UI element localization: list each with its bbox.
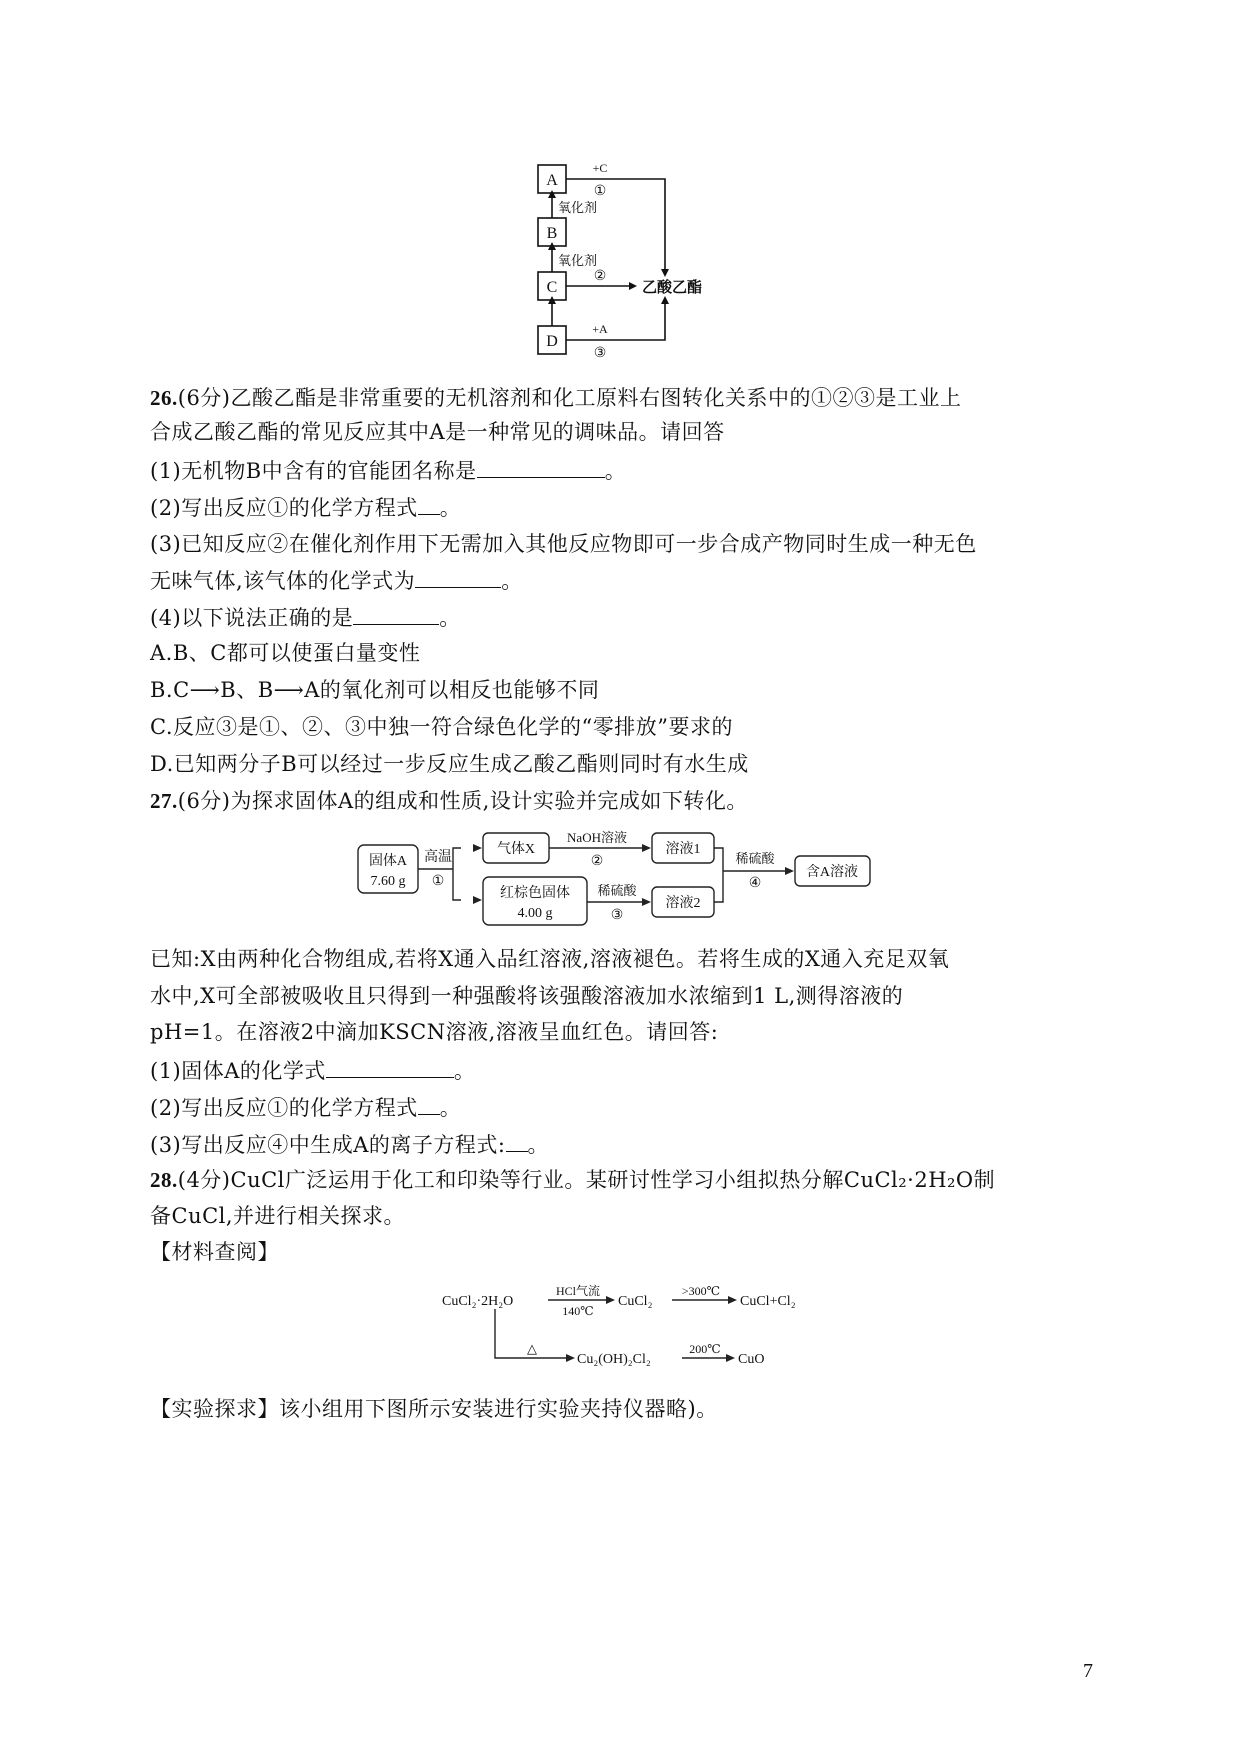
box-a-label: A [546,172,558,189]
q28-number: 28. [150,1168,178,1192]
cucl2-decomposition-scheme [440,1283,810,1378]
temp-200-label: 200℃ [689,1342,721,1356]
solid-a-mass: 7.60 g [370,874,406,889]
q26-part-3-text: 无味气体,该气体的化学式为 [150,569,416,593]
answer-blank[interactable] [415,565,501,588]
answer-blank[interactable] [326,1055,454,1078]
reagent-plus-c: +C [592,161,608,175]
q26-part-2-end: 。 [439,496,462,520]
reaction-2-label: ② [593,269,607,284]
ester-conversion-diagram [520,150,780,365]
q26-part-3-line-1: (3)已知反应②在催化剂作用下无需加入其他反应物即可一步合成产物同时生成一种无色 [150,532,977,556]
q27-known-line-1: 已知:X由两种化合物组成,若将X通入品红溶液,溶液褪色。若将生成的X通入充足双氧 [150,947,950,971]
naoh-label: NaOH溶液 [567,830,627,845]
high-temp-label: 高温 [424,850,452,865]
q26-option-d: D.已知两分子B可以经过一步反应生成乙酸乙酯则同时有水生成 [150,752,749,776]
q26-option-b: B.C⟶B、B⟶A的氧化剂可以相反也能够不同 [150,678,600,702]
q26-part-1 [150,455,626,485]
gas-x-label: 气体X [496,842,536,857]
q26-part-1-end: 。 [604,459,627,483]
solution-2-label: 溶液2 [665,896,701,911]
box-b-label: B [546,225,558,242]
q27-known-line-3: pH=1。在溶液2中滴加KSCN溶液,溶液呈血红色。请回答: [150,1020,719,1044]
temp-140-label: 140℃ [562,1304,594,1318]
q28-stem-text: (4分)CuCl广泛运用于化工和印染等行业。某研讨性学习小组拟热分解CuCl₂·2H₂O制 [177,1168,996,1192]
q28-material-heading: 【材料查阅】 [150,1240,279,1264]
q28-stem-line-2: 备CuCl,并进行相关探求。 [150,1204,406,1228]
reaction-3-label: ③ [593,346,607,361]
q27-part-1 [150,1055,475,1085]
box-c-label: C [546,279,558,296]
answer-blank[interactable] [506,1129,528,1152]
step-2-label: ② [590,854,604,869]
reaction-1-label: ① [593,184,607,199]
solid-a-label: 固体A [368,854,408,869]
answer-blank[interactable] [477,455,605,478]
q28-exploration-line: 【实验探求】该小组用下图所示安装进行实验夹持仪器略)。 [150,1397,718,1421]
red-brown-solid-mass: 4.00 g [517,906,553,921]
oxidant-label-upper: 氧化剂 [558,200,598,215]
q27-stem-line [150,787,748,815]
red-brown-solid-label: 红棕色固体 [500,886,570,901]
q26-part-4 [150,602,461,632]
q28-stem-line-1 [150,1166,995,1194]
cucl2-dihydrate: CuCl₂·2H₂O [442,1294,514,1309]
q26-stem-line-1 [150,384,962,412]
q26-part-4-text: (4)以下说法正确的是 [150,606,354,630]
q26-stem-line-2: 合成乙酸乙酯的常见反应其中A是一种常见的调味品。请回答 [150,420,725,444]
q26-part-2 [150,492,461,522]
heat-symbol: △ [527,1341,537,1356]
final-solution-label: 含A溶液 [805,865,859,880]
q26-number: 26. [150,386,178,410]
solution-1-label: 溶液1 [665,842,701,857]
q27-part-3 [150,1129,549,1159]
q27-stem-text: (6分)为探求固体A的组成和性质,设计实验并完成如下转化。 [177,789,748,813]
step-1-label: ① [431,874,445,889]
basic-chloride-label: Cu₂(OH)₂Cl₂ [577,1352,651,1367]
q27-part-2-text: (2)写出反应①的化学方程式 [150,1096,418,1120]
answer-blank[interactable] [418,492,440,515]
q26-part-3-end: 。 [501,569,523,593]
q27-part-2-end: 。 [439,1096,462,1120]
answer-blank[interactable] [353,602,439,625]
page-number: 7 [1083,1660,1093,1682]
products-label: CuCl+Cl₂ [740,1294,796,1309]
reagent-plus-a: +A [592,322,608,336]
q26-part-4-end: 。 [439,606,461,630]
q26-part-2-text: (2)写出反应①的化学方程式 [150,496,418,520]
cucl2-label: CuCl₂ [618,1294,653,1309]
ethyl-acetate-label: 乙酸乙酯 [642,280,703,296]
q27-part-2 [150,1092,461,1122]
temp-300-label: >300℃ [681,1284,721,1298]
box-d-label: D [546,333,558,350]
q26-option-c: C.反应③是①、②、③中独一符合绿色化学的“零排放”要求的 [150,715,733,739]
dilute-acid-1-label: 稀硫酸 [597,883,637,898]
step-3-label: ③ [610,908,624,923]
q27-part-3-text: (3)写出反应④中生成A的离子方程式: [150,1133,506,1157]
q27-part-1-end: 。 [453,1059,476,1083]
step-4-label: ④ [748,876,762,891]
q27-known-line-2: 水中,X可全部被吸收且只得到一种强酸将该强酸溶液加水浓缩到1 L,测得溶液的 [150,984,904,1008]
q26-option-a: A.B、C都可以使蛋白量变性 [150,641,421,665]
solid-a-flowchart [355,825,875,935]
q26-stem-text-1: (6分)乙酸乙酯是非常重要的无机溶剂和化工原料右图转化关系中的①②③是工业上 [177,386,962,410]
answer-blank[interactable] [418,1092,440,1115]
hcl-flow-label: HCl气流 [555,1284,601,1298]
q27-number: 27. [150,789,178,813]
oxidant-label-lower: 氧化剂 [558,253,598,268]
q27-part-3-end: 。 [527,1133,549,1157]
dilute-acid-2-label: 稀硫酸 [735,851,775,866]
q26-part-1-text: (1)无机物B中含有的官能团名称是 [150,459,477,483]
cuo-label: CuO [738,1352,765,1367]
q26-part-3-line-2 [150,565,523,595]
q27-part-1-text: (1)固体A的化学式 [150,1059,326,1083]
